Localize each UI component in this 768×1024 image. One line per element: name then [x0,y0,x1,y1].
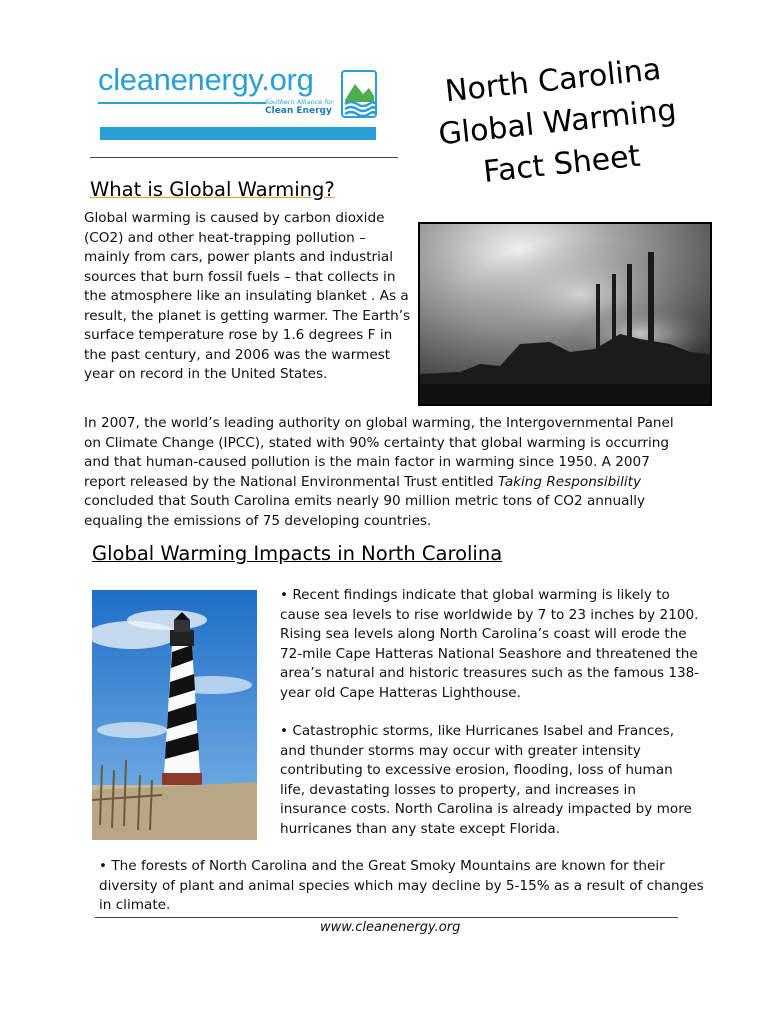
cape-hatteras-lighthouse-photo [92,590,257,840]
section-heading-text: What is Global Warming? [90,178,335,201]
bullet-forests: • The forests of North Carolina and the Great Smoky Mountains are known for their diversity of plant and animal species which may decline by 5-15% as a result of changes in climate. [99,858,704,913]
mountain-wave-logo-icon [341,70,377,118]
bullet-sea-levels: • Recent findings indicate that global warming is likely to cause sea levels to rise worldwide by 7 to 23 inches by 2100. Rising sea levels along North Carolina’s coast will erode the 72-mile Cape Hatteras National Seashore and threatened the area’s natural and historic treasures such as the famous 138-year old Cape Hatteras Lighthouse. [280,587,700,701]
logo-underline [98,102,266,104]
paragraph-ipcc-part1: In 2007, the world’s leading authority on global warming, the Intergovernmental Panel on Climate Change (IPCC), stated with 90% certainty that global warming is occurring and that human-caused pollution is the main factor in warming since 1950. A 2007 report released by the National Environmental Trust entitled [84,415,674,490]
smokestack-pollution-photo [418,222,712,406]
logo-subtitle-2: Clean Energy [265,106,332,116]
section-heading-impacts: Global Warming Impacts in North Carolina [92,542,503,565]
paragraph-intro: Global warming is caused by carbon dioxide (CO2) and other heat-trapping pollution – mainly from cars, power plants and industrial sources that burn fossil fuels – that collects in the atmosphere like an insulating blanket . As a result, the planet is getting warmer. The Earth’s surface temperature rose by 1.6 degrees F in the past century, and 2006 was the warmest year on record in the United States. [84,210,411,382]
footer-divider [95,917,678,918]
report-title: Taking Responsibility [497,473,642,490]
paragraph-ipcc [84,414,694,531]
title-line-3: Fact Sheet [481,138,642,190]
footer-url[interactable]: www.cleanenergy.org [320,920,461,935]
logo-bar [100,127,376,140]
header-divider [90,157,398,158]
paragraph-ipcc-part2: concluded that South Carolina emits nearly 90 million metric tons of CO2 annually equaling the emissions of 75 developing countries. [84,493,646,529]
title-line-2: Global Warming [436,92,679,153]
logo-subtitle-1: Southern Alliance for [265,98,334,106]
page-title [424,47,691,199]
logo-wordmark: cleanenergy.org [98,62,314,97]
title-line-1: North Carolina [443,51,663,110]
section-heading-what-is [90,178,335,201]
bullet-storms: • Catastrophic storms, like Hurricanes Isabel and Frances, and thunder storms may occur with greater intensity contributing to excessive erosion, flooding, loss of human life, devastating losses to property, and increases in insurance costs. North Carolina is already impacted by more hurricanes than any state except Florida. [280,723,692,837]
